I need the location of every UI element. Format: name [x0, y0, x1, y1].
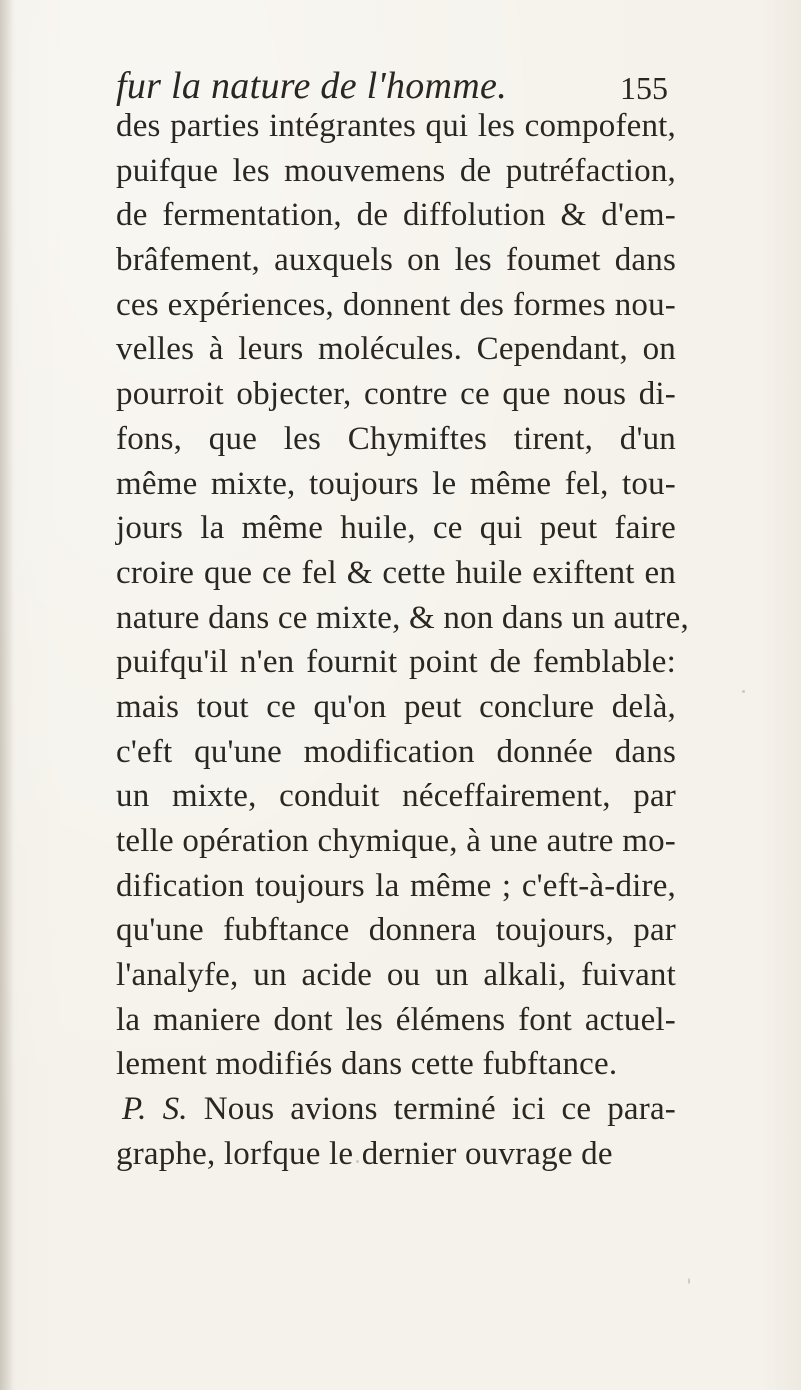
body-text [116, 104, 689, 1177]
text-line: croire que ce fel & cette huile exiftent en [116, 554, 676, 591]
paper-speck [356, 1160, 359, 1163]
running-title: fur la nature de l'homme. [116, 65, 508, 107]
text-line: fons, que les Chymiftes tirent, d'un [116, 420, 676, 457]
text-line: mais tout ce qu'on peut conclure delà, [116, 688, 676, 725]
text-line: telle opération chymique, à une autre mo- [116, 823, 676, 859]
text-line: des parties intégrantes qui les compofent, [116, 108, 676, 144]
page-number: 155 [620, 70, 668, 106]
text-line: pourroit objecter, contre ce que nous di- [116, 376, 676, 413]
paper-speck [688, 1278, 690, 1284]
text-line: la maniere dont les élémens font actuel- [116, 1001, 676, 1038]
text-line: jours la même huile, ce qui peut faire [116, 510, 676, 547]
text-line: velles à leurs molécules. Cependant, on [116, 331, 676, 368]
ps-label: P. S. [122, 1091, 188, 1128]
text-line: brâfement, auxquels on les foumet dans [116, 242, 676, 279]
gutter-shadow [0, 0, 14, 1390]
text-line: même mixte, toujours le même fel, tou- [116, 465, 676, 502]
text-line: lement modifiés dans cette fubftance. [116, 1046, 618, 1083]
text-line: nature dans ce mixte, & non dans un autre, [116, 599, 689, 636]
text-line: c'eft qu'une modification donnée dans [116, 733, 676, 770]
ps-first-line-text: Nous avions terminé ici ce para- [203, 1091, 676, 1128]
paper-speck [742, 690, 745, 693]
text-line: puifqu'il n'en fournit point de femblable: [116, 644, 676, 681]
running-head [110, 64, 670, 108]
ps-paragraph-first-line [116, 1087, 676, 1132]
text-line: un mixte, conduit néceffairement, par [116, 778, 676, 815]
text-line: de fermentation, de diffolution & d'em- [116, 197, 676, 234]
text-line: dification toujours la même ; c'eft-à-dire, [116, 867, 676, 904]
text-line: graphe, lorfque le dernier ouvrage de [116, 1135, 613, 1172]
text-line: ces expériences, donnent des formes nou- [116, 286, 676, 323]
text-line: puifque les mouvemens de putréfaction, [116, 152, 676, 189]
text-line: qu'une fubftance donnera toujours, par [116, 912, 676, 949]
text-line: l'analyfe, un acide ou un alkali, fuivant [116, 957, 676, 994]
